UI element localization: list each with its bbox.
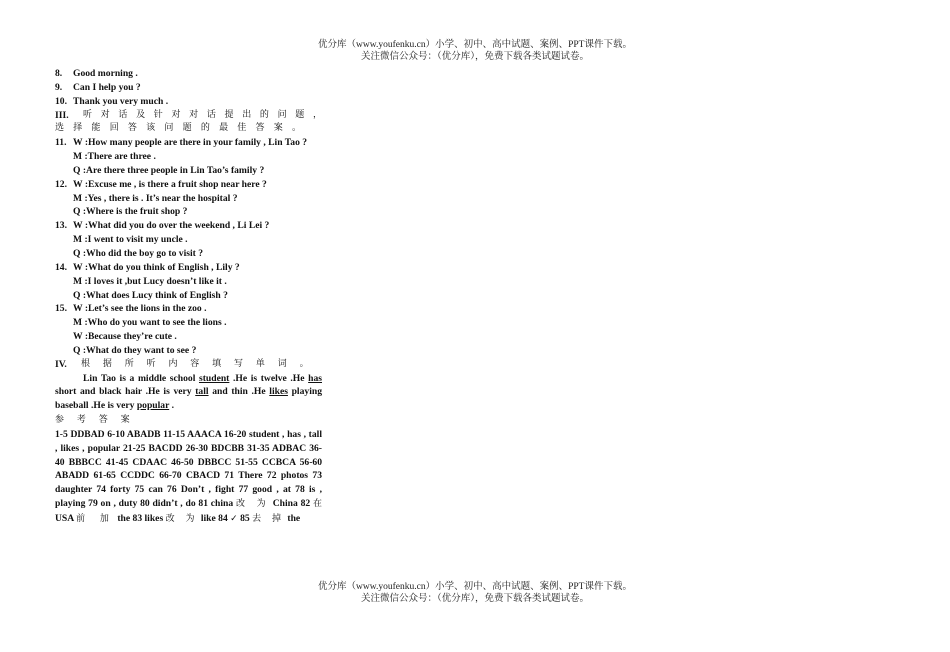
dialog-number: 13.: [55, 220, 67, 232]
dialog-line: W :What did you do over the weekend , Li Lei ?: [73, 220, 270, 232]
dialog-line: W :Excuse me , is there a fruit shop near here ?: [73, 178, 267, 190]
footer-line-2: 关注微信公众号：（优分库），免费下载各类试题试卷。: [360, 593, 589, 604]
answers-heading: [55, 413, 322, 428]
dialog-line: Q :What does Lucy think of English ?: [73, 289, 228, 301]
dialog-line: W :Because they’re cute .: [73, 331, 177, 343]
answer-word: student: [198, 372, 230, 384]
section-4-instruction: 根 据 所 听 内 容 填 写 单 词 。: [81, 358, 311, 369]
dialog-line: Q :Where is the fruit shop ?: [73, 206, 188, 218]
answer-word: has: [308, 372, 322, 384]
answer-text: China 82: [269, 498, 313, 510]
document-column: [55, 67, 322, 527]
fill-in-passage: [55, 372, 322, 414]
answer-text: like 84: [198, 513, 231, 524]
answer-word: likes: [269, 386, 288, 398]
page-footer: [0, 582, 950, 605]
section-4-heading: [55, 358, 322, 372]
section-number: IV.: [55, 358, 67, 370]
item-number: 9.: [55, 81, 63, 93]
dialog-line: Q :What do they want to see ?: [73, 344, 197, 356]
dialog-number: 15.: [55, 303, 67, 315]
section-3-heading: [55, 109, 322, 123]
item-text: Can I help you ?: [73, 81, 141, 93]
answer-cjk: 前 加: [76, 514, 115, 524]
dialog-line: M :There are three .: [73, 151, 156, 163]
header-line-1: 优分库（www.youfenku.cn）小学、初中、高中试题、案例、PPT课件下载。: [318, 40, 632, 50]
dialog-line: Q :Who did the boy go to visit ?: [73, 247, 204, 259]
answer-cjk: 改 为: [165, 514, 199, 524]
item-text: Thank you very much .: [73, 95, 169, 107]
answer-word: tall: [195, 386, 209, 398]
footer-line-1: 优分库（www.youfenku.cn）小学、初中、高中试题、案例、PPT课件下载。: [318, 582, 632, 592]
header-line-2: 关注微信公众号：（优分库），免费下载各类试题试卷。: [360, 51, 589, 62]
answer-text: the: [284, 513, 301, 524]
item-8: [55, 67, 322, 81]
section-3-instruction-1: 听 对 话 及 针 对 对 话 提 出 的 问 题 ，: [83, 109, 322, 120]
answer-cjk: 去 掉: [252, 514, 285, 524]
dialog-line: W :What do you think of English , Lily ?: [73, 261, 240, 273]
item-10: [55, 95, 322, 109]
dialog-line: M :I loves it ,but Lucy doesn’t like it .: [73, 275, 227, 287]
item-number: 10.: [55, 95, 67, 107]
dialog-line: W :Let’s see the lions in the zoo .: [73, 303, 207, 315]
dialog-number: 12.: [55, 178, 67, 190]
check-mark-icon: ✓: [230, 514, 238, 524]
answer-text: USA: [55, 513, 77, 524]
passage-text: .: [169, 400, 174, 412]
dialog-number: 14.: [55, 261, 67, 273]
answer-text: 85: [237, 513, 253, 524]
answer-key: [55, 428, 322, 527]
answer-text: the 83 likes: [114, 513, 166, 524]
answer-cjk: 在: [312, 499, 322, 510]
passage-text: .He is twelve .He: [229, 372, 309, 384]
dialog-number: 11.: [55, 137, 67, 149]
dialog-13: [55, 219, 322, 261]
dialog-line: Q :Are there three people in Lin Tao’s family ?: [73, 164, 265, 176]
passage-text: playing baseball .He is very: [55, 386, 322, 412]
passage-text: and thin .He: [208, 386, 270, 398]
dialog-line: M :I went to visit my uncle .: [73, 234, 188, 246]
item-number: 8.: [55, 68, 63, 79]
page-header: [0, 40, 950, 63]
passage-text: short and black hair .He is very: [55, 386, 196, 398]
answers-title: 参 考 答 案: [55, 415, 133, 426]
answer-cjk: 改 为: [235, 499, 270, 510]
dialog-line: M :Who do you want to see the lions .: [73, 317, 227, 329]
section-3-heading-line-2: [55, 122, 322, 136]
dialog-14: [55, 261, 322, 303]
dialog-15: [55, 302, 322, 357]
dialog-11: [55, 136, 322, 178]
item-9: [55, 81, 322, 95]
answer-word: popular: [136, 400, 170, 412]
section-number: III.: [55, 109, 69, 121]
dialog-line: M :Yes , there is . It’s near the hospital ?: [73, 192, 238, 204]
answer-text: 1-5 DDBAD 6-10 ABADB 11-15 AAACA 16-20 student , has , tall , likes , popular 21-25 BACDD 26-30 BDCBB 31-35 ADBAC 36-40 BBBCC 41-45 CDAAC 46-50 DBBCC 51-55 CCBCA 56-60 ABADD 61-65 CCDDC 66-70 CBACD 71 There 72 photos 73 daughter 74 forty 75 can 76 Don’t , fight 77 good , at 78 is , playing 79 on , duty 80 didn’t , do 81 china: [55, 428, 322, 510]
item-text: Good morning .: [73, 68, 138, 79]
passage-text: Lin Tao is a middle school: [83, 372, 199, 384]
dialog-line: W :How many people are there in your family , Lin Tao ?: [73, 137, 308, 149]
dialog-12: [55, 178, 322, 220]
section-3-instruction-2: 选 择 能 回 答 该 问 题 的 最 佳 答 案 。: [55, 123, 301, 134]
